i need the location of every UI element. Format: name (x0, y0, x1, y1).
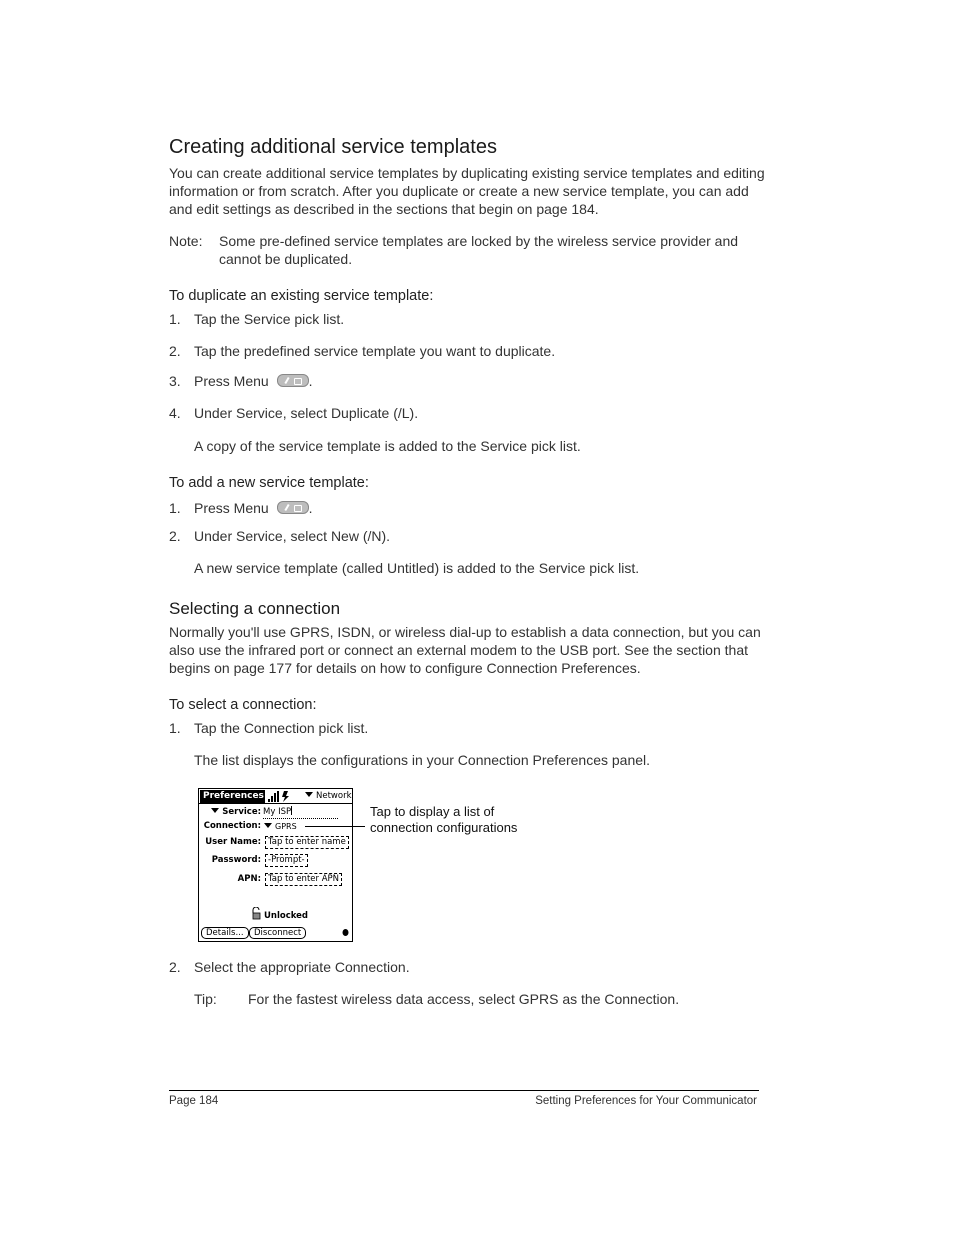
list-item (0, 719, 954, 737)
callout-line (305, 826, 365, 827)
connection-value: GPRS (275, 822, 297, 831)
step-text: Select the appropriate Connection. (194, 959, 410, 975)
note-text (219, 232, 738, 268)
connection-picklist[interactable] (264, 821, 297, 833)
intro-line: Normally you'll use GPRS, ISDN, or wireless dial-up to establish a data connection, but you can (169, 624, 761, 640)
add-new-result: A new service template (called Untitled) is added to the Service pick list. (194, 560, 640, 576)
step-suffix: . (308, 373, 313, 389)
step-text (194, 372, 312, 390)
list-item (0, 404, 954, 422)
lock-status: Unlocked (264, 911, 309, 921)
tip-label: Tip: (194, 991, 217, 1007)
step-number: 1. (169, 720, 181, 736)
step-text: Under Service, select Duplicate (/L). (194, 405, 419, 421)
password-field[interactable]: -Prompt- (265, 854, 308, 867)
signal-icon (267, 790, 293, 803)
step-number: 1. (169, 500, 181, 516)
section-title-selecting-connection: Selecting a connection (169, 599, 341, 618)
intro-line: also use the infrared port or connect an external modem to the USB port. See the section that (169, 642, 748, 658)
intro-line: You can create additional service templates by duplicating existing service templates and editing (169, 165, 765, 181)
dropdown-arrow-icon (211, 808, 219, 813)
service-label (201, 807, 261, 817)
note-line: cannot be duplicated. (219, 251, 353, 267)
dropdown-arrow-icon (305, 792, 313, 797)
service-value: My ISP (263, 807, 292, 817)
list-item (0, 527, 954, 545)
divider (199, 803, 352, 804)
list-item (0, 342, 954, 360)
service-label-text: Service: (222, 807, 261, 817)
intro-line: begins on page 177 for details on how to configure Connection Preferences. (169, 660, 641, 676)
duplicate-result: A copy of the service template is added to the Service pick list. (194, 438, 581, 454)
menu-button-icon (277, 374, 309, 387)
category-picker[interactable] (305, 791, 352, 802)
dropdown-arrow-icon (264, 823, 272, 828)
intro-paragraph (169, 164, 765, 218)
step-number: 2. (169, 343, 181, 359)
step-text: Tap the Connection pick list. (194, 720, 369, 736)
step-text: Under Service, select New (/N). (194, 528, 391, 544)
status-dot-icon (341, 928, 350, 937)
list-item (0, 958, 954, 976)
footer-rule (169, 1090, 759, 1091)
step-label: Press Menu (194, 500, 269, 516)
note-line: Some pre-defined service templates are locked by the wireless service provider and (219, 233, 739, 249)
duplicate-heading: To duplicate an existing service template: (169, 288, 434, 304)
add-new-heading: To add a new service template: (169, 475, 369, 491)
callout-text (370, 804, 517, 836)
username-label: User Name: (205, 837, 261, 847)
intro-line: information or from scratch. After you duplicate or create a new service template, you can add (169, 183, 749, 199)
step-number: 2. (169, 959, 181, 975)
disconnect-button[interactable]: Disconnect (249, 927, 306, 939)
menu-button-icon (277, 501, 309, 514)
list-item (0, 372, 954, 390)
step-number: 1. (169, 311, 181, 327)
password-label: Password: (211, 855, 261, 865)
unlock-icon (250, 907, 262, 920)
step-text (194, 499, 312, 517)
callout-line1: Tap to display a list of (370, 804, 495, 819)
note-label: Note: (169, 233, 203, 249)
details-button[interactable]: Details... (201, 927, 249, 939)
chapter-title: Setting Preferences for Your Communicator (535, 1095, 757, 1107)
step-text: Tap the predefined service template you want to duplicate. (194, 343, 556, 359)
apn-label: APN: (237, 874, 261, 884)
step-number: 3. (169, 373, 181, 389)
list-item (0, 499, 954, 517)
callout-line2: connection configurations (370, 820, 518, 835)
section-title-creating-templates: Creating additional service templates (169, 136, 497, 158)
category-label: Network (316, 791, 352, 801)
username-field[interactable]: Tap to enter name (265, 836, 349, 849)
device-title: Preferences (200, 790, 265, 803)
intro-line: and edit settings as described in the sections that begin on page 184. (169, 201, 599, 217)
list-item (0, 310, 954, 328)
step-text: Tap the Service pick list. (194, 311, 345, 327)
text-cursor (291, 806, 292, 815)
service-picklist[interactable] (263, 806, 338, 819)
step-number: 4. (169, 405, 181, 421)
step-number: 2. (169, 528, 181, 544)
connection-intro-paragraph (169, 623, 761, 677)
tip-text: For the fastest wireless data access, select GPRS as the Connection. (248, 991, 680, 1007)
device-screen-preferences (198, 788, 353, 942)
select-connection-heading: To select a connection: (169, 697, 317, 713)
page-number: Page 184 (169, 1095, 219, 1107)
step1-result: The list displays the configurations in your Connection Preferences panel. (194, 752, 651, 768)
step-suffix: . (308, 500, 313, 516)
apn-field[interactable]: Tap to enter APN (265, 873, 342, 886)
connection-label: Connection: (203, 821, 261, 831)
step-label: Press Menu (194, 373, 269, 389)
